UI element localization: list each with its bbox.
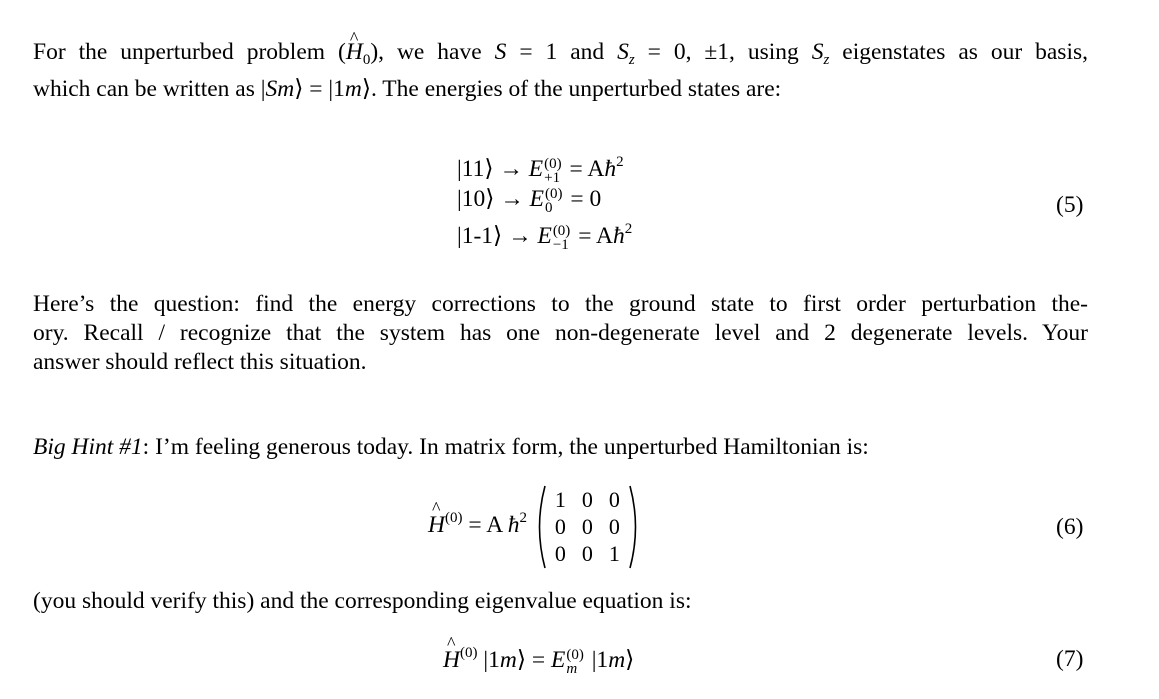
ket-close: ⟩ — [625, 647, 635, 673]
matrix-cell: 0 — [554, 540, 566, 566]
hamiltonian-superscript: (0) — [444, 509, 463, 526]
ket: |1 — [477, 647, 500, 673]
hint-line — [33, 433, 1088, 462]
energy-superscript: (0) — [566, 647, 584, 663]
energy-superscript: (0) — [552, 223, 571, 239]
text-span: ), we have — [370, 39, 495, 65]
rhs: = A — [462, 511, 508, 538]
m-symbol: m — [499, 647, 517, 673]
verify-line: (you should verify this) and the corresponding eigenvalue equation is: — [33, 588, 692, 614]
matrix-grid — [547, 486, 628, 567]
equation-number-7: (7) — [1056, 646, 1084, 672]
matrix-cell: 0 — [581, 513, 593, 539]
energy-symbol: E — [529, 186, 544, 212]
matrix-row — [547, 486, 628, 513]
power: 2 — [519, 509, 527, 526]
equation-7 — [443, 645, 634, 676]
hamiltonian-matrix — [533, 486, 642, 567]
equation-number-6: (6) — [1056, 514, 1084, 540]
matrix-cell: 0 — [581, 486, 593, 512]
ket: |1 — [585, 647, 609, 673]
equals: ⟩ = — [516, 647, 551, 673]
question-line-1: Here’s the question: find the energy corrections to the ground state to first order perturbation the- — [33, 291, 1088, 317]
intro-paragraph — [33, 38, 1088, 104]
energy-subscript: m — [566, 661, 578, 677]
question-paragraph — [33, 290, 1088, 377]
rhs: = A — [572, 223, 613, 249]
energy-subscript: +1 — [544, 170, 561, 186]
Sz-symbol: S — [617, 39, 629, 65]
H0-subscript: 0 — [362, 52, 371, 68]
hint-paragraph — [33, 433, 1088, 462]
energy-subscript: 0 — [544, 200, 553, 216]
matrix-cell: 1 — [608, 540, 620, 566]
ket: |10⟩ → — [457, 186, 530, 212]
question-line-2: ory. Recall / recognize that the system has one non-degenerate level and 2 degenerate levels. Your — [33, 320, 1088, 346]
hbar-symbol: ħ — [613, 223, 625, 249]
matrix-cell: 0 — [554, 513, 566, 539]
energy-superscript: (0) — [544, 156, 562, 172]
Sz-symbol: S — [811, 39, 824, 65]
text-span: = 0, ±1, using — [634, 39, 812, 65]
matrix-row — [547, 513, 628, 540]
intro-line-2 — [33, 75, 1088, 104]
Sm-symbol: Sm — [265, 76, 295, 102]
equation-6 — [428, 486, 642, 567]
eq5-row-2 — [457, 185, 632, 215]
text-span: ⟩ = |1 — [294, 76, 345, 102]
hbar-symbol: ħ — [604, 156, 617, 182]
ket: |1-1⟩ → — [457, 223, 538, 249]
eq5-row-1 — [457, 148, 632, 185]
S-symbol: S — [494, 39, 507, 65]
energy-indices — [545, 187, 563, 215]
equation-5 — [457, 148, 632, 252]
energy-indices — [566, 648, 584, 676]
hamiltonian-symbol: ^ H — [443, 647, 460, 674]
energy-subscript: −1 — [552, 237, 569, 253]
text-span: which can be written as | — [33, 76, 266, 102]
energy-symbol: E — [537, 223, 552, 249]
equation-number-5: (5) — [1056, 192, 1084, 218]
hint-label: Big Hint #1 — [33, 434, 143, 460]
energy-superscript: (0) — [544, 186, 563, 202]
Sz-subscript: z — [628, 52, 635, 68]
eq5-row-3 — [457, 215, 632, 252]
matrix-cell: 0 — [608, 513, 620, 539]
m-symbol: m — [344, 76, 362, 102]
text-span: = 1 and — [506, 39, 618, 65]
matrix-cell: 0 — [581, 540, 593, 566]
text-span: eigenstates as our basis, — [829, 39, 1089, 65]
right-parenthesis — [628, 484, 642, 570]
ket: |11⟩ → — [457, 156, 529, 182]
m-symbol: m — [608, 647, 626, 673]
matrix-cell: 1 — [554, 486, 566, 512]
matrix-row — [547, 540, 628, 567]
text-span: ⟩. The energies of the unperturbed states are: — [361, 76, 782, 102]
hbar-symbol: ħ — [507, 511, 520, 538]
question-line-3: answer should reflect this situation. — [33, 349, 367, 375]
intro-line-1 — [33, 38, 1088, 75]
hamiltonian-symbol: ^ H — [428, 512, 445, 539]
energy-indices — [544, 157, 562, 185]
left-parenthesis — [533, 484, 547, 570]
energy-symbol: E — [550, 647, 566, 673]
power: 2 — [616, 154, 624, 170]
energy-symbol: E — [528, 156, 544, 182]
Sz-subscript: z — [823, 52, 830, 68]
verify-paragraph — [33, 587, 1088, 616]
hint-text: : I’m feeling generous today. In matrix form, the unperturbed Hamiltonian is: — [142, 434, 869, 460]
rhs: = 0 — [564, 186, 602, 212]
matrix-cell: 0 — [608, 486, 620, 512]
hamiltonian-superscript: (0) — [459, 645, 478, 661]
H0-symbol: ^ H — [346, 38, 363, 67]
text-span: For the unperturbed problem ( — [33, 39, 346, 65]
power: 2 — [624, 221, 633, 237]
rhs: = A — [563, 156, 605, 182]
energy-indices — [553, 224, 571, 252]
